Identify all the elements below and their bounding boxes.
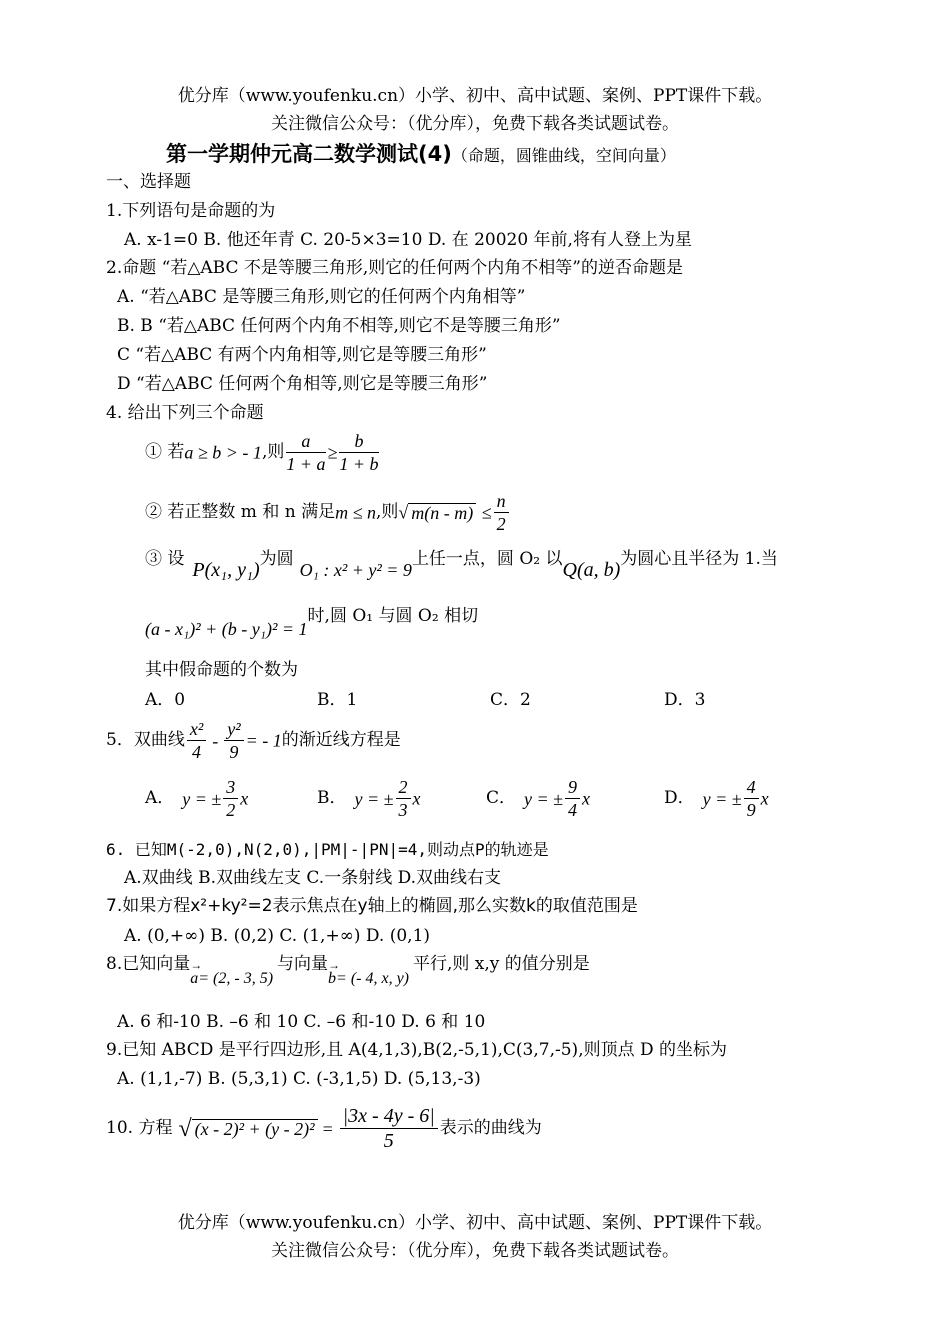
q4-proposition-1: [145, 432, 381, 473]
q4-option-d: D．3: [664, 690, 706, 710]
p1-den-a: 1 + a: [286, 454, 326, 474]
q8-stem: [106, 954, 590, 987]
q5-yd: 9: [229, 742, 239, 762]
q4-stem: 4. 给出下列三个命题: [106, 403, 264, 423]
p2-le: ≤: [481, 502, 492, 523]
q4-proposition-3: [145, 548, 778, 581]
q5-yn: y²: [224, 720, 243, 741]
p2-frac: [494, 492, 509, 533]
q2-option-b: B. B “若△ABC 任何两个内角不相等,则它不是等腰三角形”: [117, 316, 561, 336]
q4-ask: 其中假命题的个数为: [145, 660, 298, 680]
p3-q: Q(a, b): [562, 559, 621, 581]
p1-cond: a ≥ b > - 1: [184, 442, 262, 463]
q5c-pre: y = ±: [524, 788, 564, 809]
p1-then: ,则: [261, 442, 285, 462]
q5c-post: x: [582, 788, 591, 809]
q5d-post: x: [760, 788, 769, 809]
q10-stem: 10. 方程 √ (x - 2)² + (y - 2)² = $\frac{|3x - 4y - 6|}{5}$ 表示的曲线为: [106, 1105, 542, 1152]
p3-circle: O₁ : x² + y² = 9: [299, 560, 412, 580]
q10-eq: =: [321, 1118, 334, 1139]
q5a-post: x: [240, 788, 249, 809]
q4-option-c: C．2: [490, 690, 531, 710]
footer-line-1: 优分库（www.youfenku.cn）小学、初中、高中试题、案例、PPT课件下载。: [177, 1213, 773, 1233]
q4-option-b: B．1: [317, 690, 358, 710]
q5-frac-x: [187, 720, 206, 761]
q5b-d: 3: [398, 800, 408, 820]
q5c-label: C．: [486, 788, 517, 808]
p3-mid: 为圆: [259, 549, 294, 569]
q6-options: A.双曲线 B.双曲线左支 C.一条射线 D.双曲线右支: [124, 868, 502, 888]
q10-num: |3x - 4y - 6|: [340, 1106, 438, 1129]
q5-frac-y: [224, 720, 243, 761]
q10-frac: [340, 1106, 438, 1151]
p3-prefix: ③ 设: [145, 549, 185, 569]
q1-stem: 1.下列语句是命题的为: [106, 201, 276, 221]
q5b-pre: y = ±: [354, 788, 394, 809]
header-line-2: 关注微信公众号：（优分库），免费下载各类试题试卷。: [271, 114, 679, 134]
q5-rhs: = - 1: [245, 730, 282, 751]
q9-stem: 9.已知 ABCD 是平行四边形,且 A(4,1,3),B(2,-5,1),C(3,7,-5),则顶点 D 的坐标为: [106, 1040, 728, 1060]
q5d-n: 4: [744, 778, 759, 799]
p1-num-a: a: [286, 432, 325, 453]
q5b-n: 2: [396, 778, 411, 799]
q5-option-c: [486, 778, 590, 819]
footer-line-2: 关注微信公众号：（优分库），免费下载各类试题试卷。: [271, 1241, 679, 1261]
q10-root: (x - 2)² + (y - 2)²: [192, 1119, 318, 1138]
q5-xd: 4: [192, 742, 202, 762]
q5b-post: x: [412, 788, 421, 809]
title-main: 第一学期仲元高二数学测试(4): [166, 142, 452, 166]
q5a-d: 2: [226, 800, 236, 820]
q5-option-a: [145, 778, 248, 819]
page-title: [166, 144, 676, 165]
q5b-frac: [396, 778, 411, 819]
p1-num-b: b: [339, 432, 378, 453]
q5d-pre: y = ±: [702, 788, 742, 809]
q8-options: A. 6 和-10 B. –6 和 10 C. –6 和-10 D. 6 和 10: [117, 1012, 486, 1032]
p2-prefix: ② 若正整数 m 和 n 满足: [145, 502, 336, 522]
p3-tail: 为圆心且半径为 1.当: [620, 549, 778, 569]
q5-option-b: [317, 778, 421, 819]
q1-options: A. x-1=0 B. 他还年青 C. 20-5×3=10 D. 在 20020 年前,将有人登上为星: [124, 230, 692, 250]
p1-frac-b: [339, 432, 378, 473]
q5a-pre: y = ±: [182, 788, 222, 809]
q5d-label: D．: [664, 788, 695, 808]
q5c-n: 9: [565, 778, 580, 799]
q4-proposition-3-cont: [145, 606, 479, 639]
q9-options: A. (1,1,-7) B. (5,3,1) C. (-3,1,5) D. (5,13,-3): [117, 1069, 481, 1089]
q10-den: 5: [383, 1130, 394, 1152]
p2-cond: m ≤ n: [335, 502, 376, 523]
header-line-1: 优分库（www.youfenku.cn）小学、初中、高中试题、案例、PPT课件下载。: [177, 86, 773, 106]
q5-suffix: 的渐近线方程是: [281, 730, 401, 750]
q5a-frac: [223, 778, 238, 819]
q8-vector-b-value: = (- 4, x, y): [336, 970, 409, 987]
p3-mid2: 上任一点，圆 O₂ 以: [411, 549, 563, 569]
q5d-frac: [744, 778, 759, 819]
q5-prefix: 5．双曲线: [106, 730, 185, 750]
q8-vector-b: → b: [328, 971, 336, 987]
q7-options: A. (0,+∞) B. (0,2) C. (1,+∞) D. (0,1): [124, 926, 431, 946]
q6-stem: 6. 已知M(-2,0),N(2,0),|PM|-|PN|=4,则动点P的轨迹是: [106, 840, 549, 859]
q5c-d: 4: [568, 800, 578, 820]
q2-option-a: A. “若△ABC 是等腰三角形,则它的任何两个内角相等”: [117, 287, 526, 307]
p1-prefix: ① 若: [145, 442, 185, 462]
q2-option-d: D “若△ABC 任何两个角相等,则它是等腰三角形”: [117, 374, 488, 394]
p1-frac-a: [286, 432, 325, 473]
q5d-d: 9: [746, 800, 756, 820]
q5b-label: B．: [317, 788, 347, 808]
q2-stem: 2.命题 “若△ABC 不是等腰三角形,则它的任何两个内角不相等”的逆否命题是: [106, 258, 683, 278]
title-sub: （命题，圆锥曲线，空间向量）: [451, 146, 676, 165]
p3-point: P(x₁, y₁): [192, 559, 260, 581]
p3-tail2: 时,圆 O₁ 与圆 O₂ 相切: [307, 606, 479, 626]
q4-proposition-2: ② 若正整数 m 和 n 满足m ≤ n,则√ m(n - m) ≤ $\frac{n}{2}$: [145, 492, 511, 533]
q2-option-c: C “若△ABC 有两个内角相等,则它是等腰三角形”: [117, 345, 487, 365]
q10-prefix: 10. 方程: [106, 1118, 173, 1138]
q7-stem: 7.如果方程x²+ky²=2表示焦点在y轴上的椭圆,那么实数k的取值范围是: [106, 896, 638, 916]
q5a-n: 3: [223, 778, 238, 799]
p1-den-b: 1 + b: [339, 454, 379, 474]
q8-mid: 与向量: [277, 954, 329, 974]
q5c-frac: [565, 778, 580, 819]
q8-vector-a-value: = (2, - 3, 5): [198, 970, 274, 987]
q5a-label: A．: [145, 788, 175, 808]
q10-suffix: 表示的曲线为: [439, 1118, 542, 1138]
q8-prefix: 8.已知向量: [106, 954, 191, 974]
p3-equation: (a - x₁)² + (b - y₁)² = 1: [145, 619, 308, 639]
q5-option-d: [664, 778, 769, 819]
section-heading: 一、选择题: [106, 172, 191, 192]
p1-ge: ≥: [327, 442, 338, 463]
q8-suffix: 平行,则 x,y 的值分别是: [413, 954, 590, 974]
p2-then: ,则: [375, 502, 399, 522]
q5-stem: [106, 720, 401, 761]
p2-den: 2: [496, 514, 506, 534]
q5-xn: x²: [187, 720, 206, 741]
p2-num: n: [494, 492, 509, 513]
p2-root: m(n - m): [408, 503, 476, 522]
q5-minus: -: [212, 730, 219, 751]
q4-option-a: A．0: [145, 690, 186, 710]
q8-vector-a: → a: [190, 971, 198, 987]
